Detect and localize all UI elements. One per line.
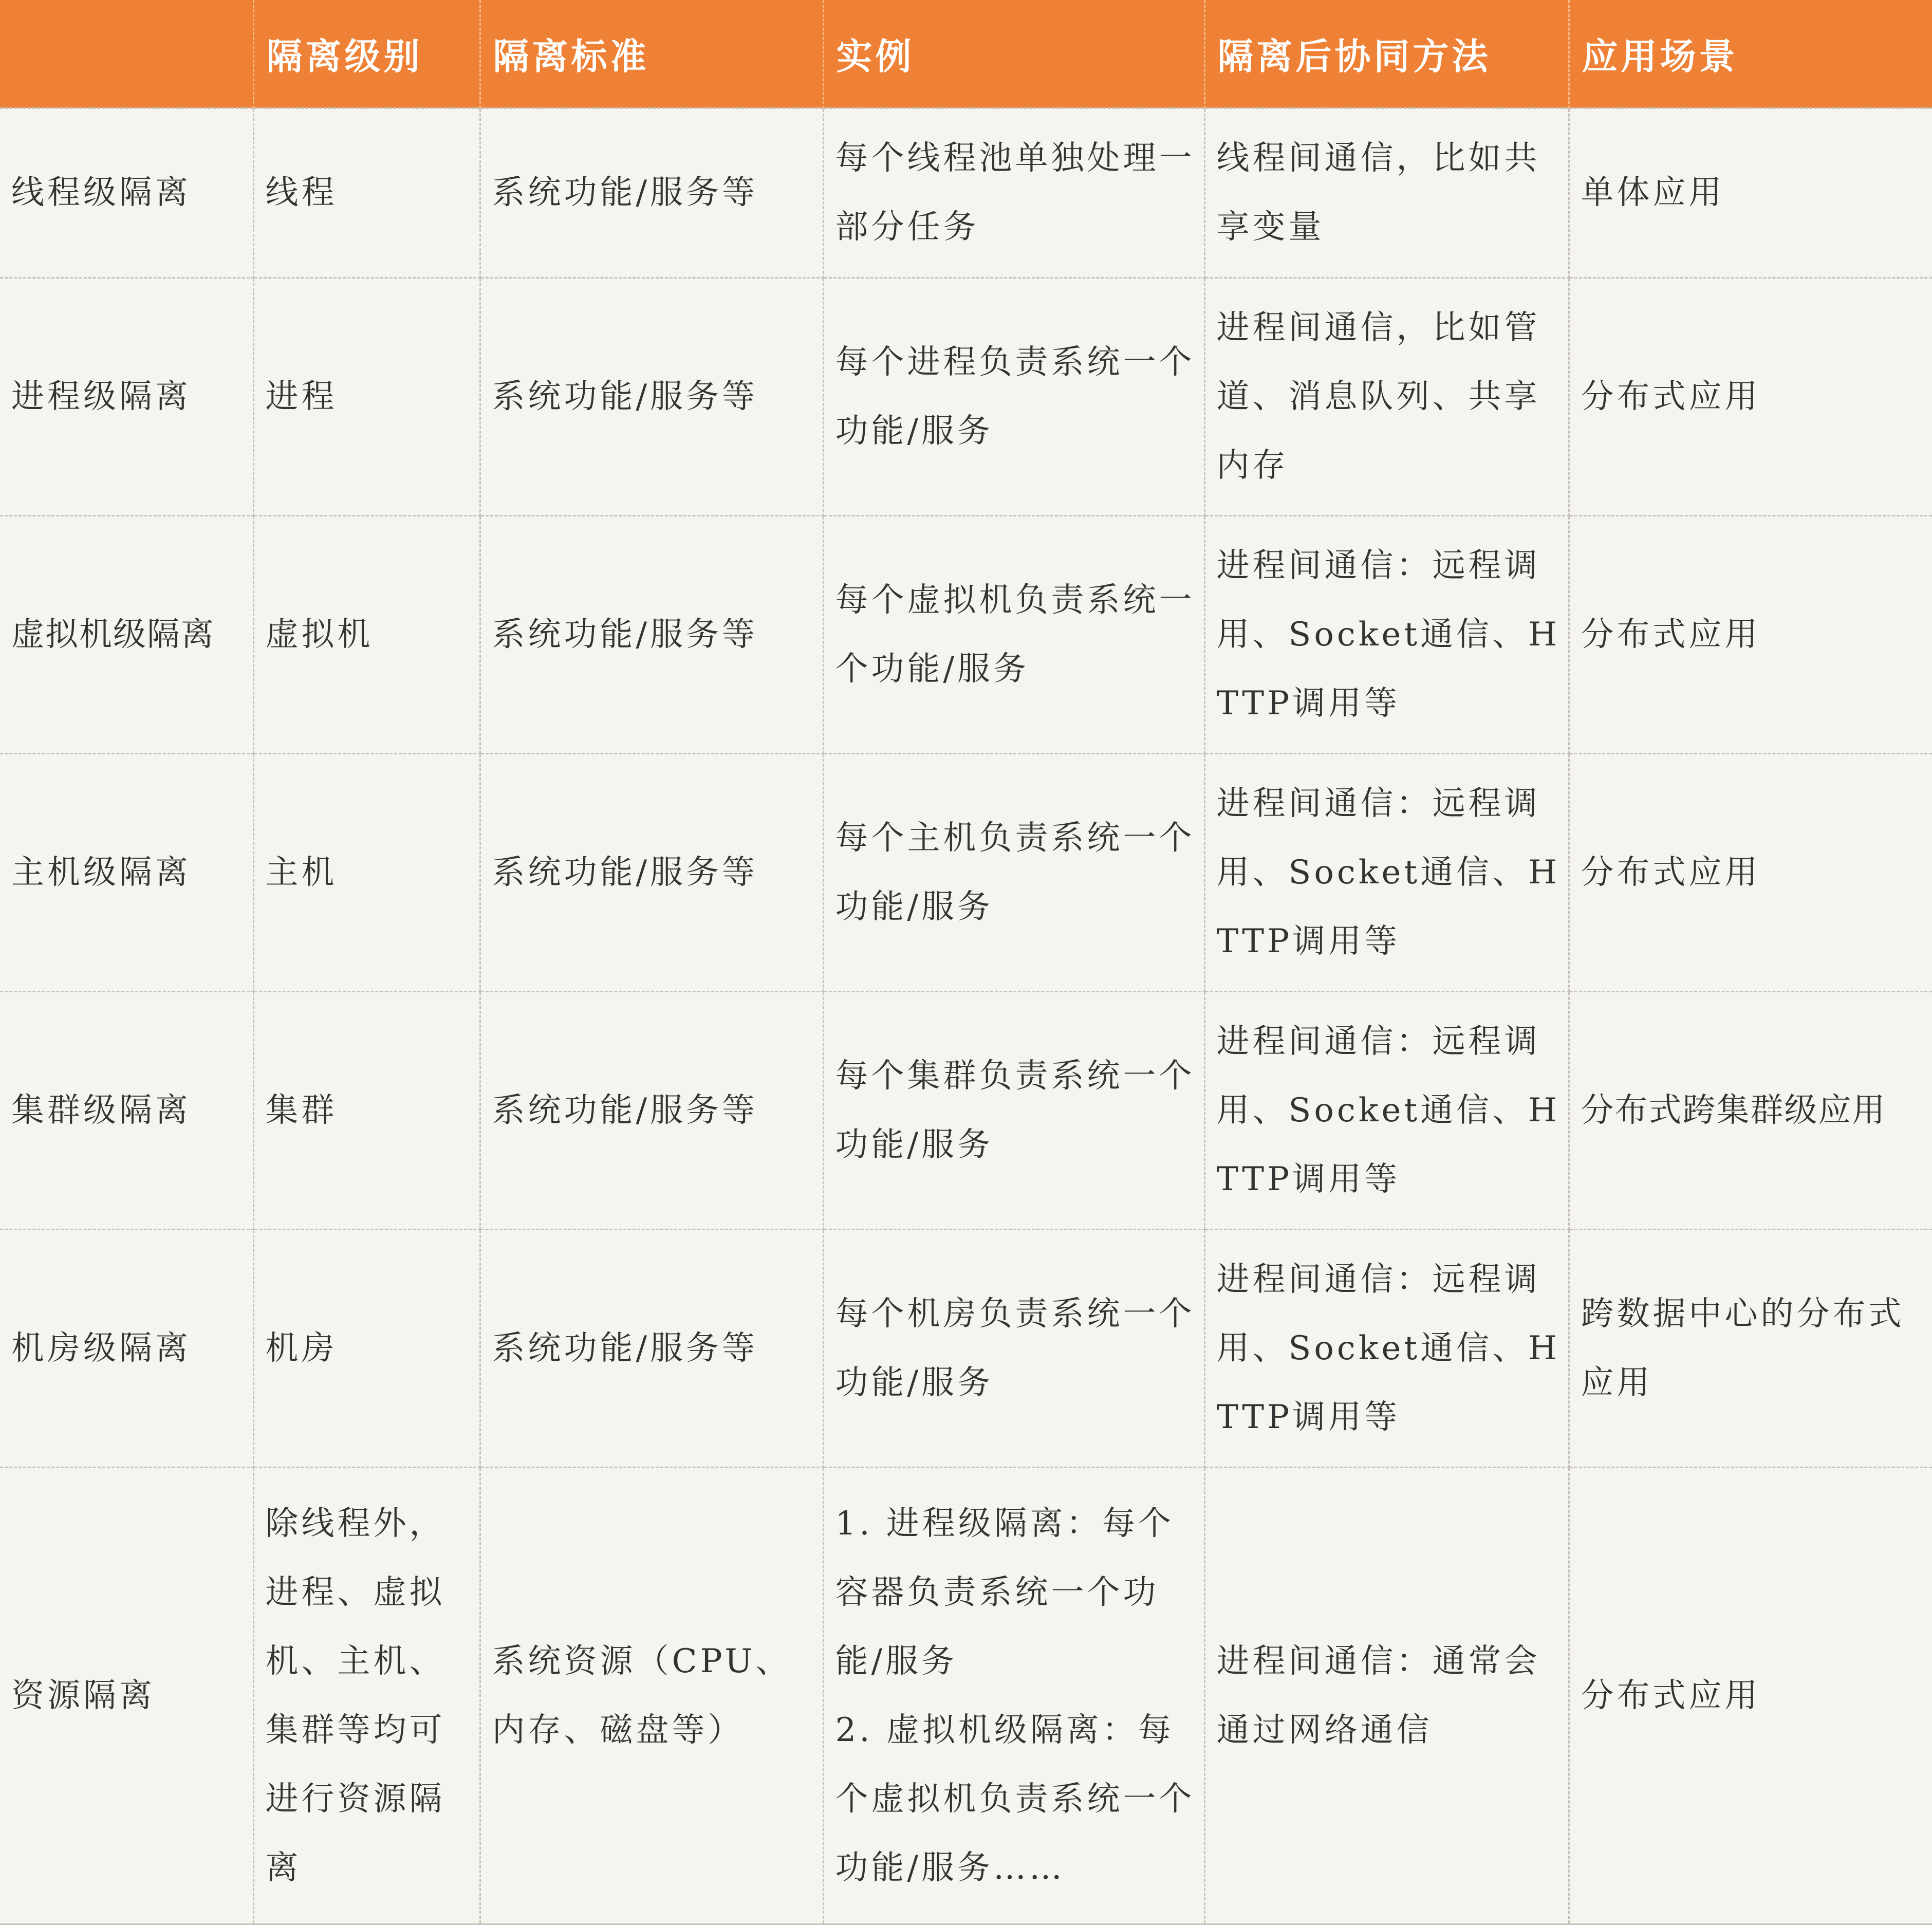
application-scenario-cell: 分布式应用 xyxy=(1569,515,1932,753)
isolation-level-cell: 主机 xyxy=(253,753,480,991)
table-row xyxy=(0,108,1932,277)
header-cell-isolation-standard: 隔离标准 xyxy=(480,0,823,108)
application-scenario-cell: 分布式跨集群级应用 xyxy=(1569,991,1932,1229)
header-cell-blank xyxy=(0,0,253,108)
collaboration-method-cell: 进程间通信：远程调用、Socket通信、HTTP调用等 xyxy=(1204,991,1569,1229)
isolation-standard-cell: 系统资源（CPU、内存、磁盘等） xyxy=(480,1467,823,1924)
isolation-level-cell: 进程 xyxy=(253,277,480,515)
example-cell: 每个机房负责系统一个功能/服务 xyxy=(823,1229,1204,1467)
collaboration-method-cell: 进程间通信：远程调用、Socket通信、HTTP调用等 xyxy=(1204,753,1569,991)
table-row xyxy=(0,1229,1932,1467)
table-row xyxy=(0,753,1932,991)
example-cell: 每个主机负责系统一个功能/服务 xyxy=(823,753,1204,991)
isolation-level-cell: 除线程外，进程、虚拟机、主机、集群等均可进行资源隔离 xyxy=(253,1467,480,1924)
table-header-row xyxy=(0,0,1932,108)
isolation-standard-cell: 系统功能/服务等 xyxy=(480,108,823,277)
isolation-standard-cell: 系统功能/服务等 xyxy=(480,515,823,753)
isolation-standard-cell: 系统功能/服务等 xyxy=(480,1229,823,1467)
table-row xyxy=(0,1467,1932,1924)
collaboration-method-cell: 进程间通信：远程调用、Socket通信、HTTP调用等 xyxy=(1204,515,1569,753)
row-title-cell: 资源隔离 xyxy=(0,1467,253,1924)
collaboration-method-cell: 进程间通信：远程调用、Socket通信、HTTP调用等 xyxy=(1204,1229,1569,1467)
example-cell: 每个进程负责系统一个功能/服务 xyxy=(823,277,1204,515)
table-row xyxy=(0,277,1932,515)
collaboration-method-cell: 线程间通信，比如共享变量 xyxy=(1204,108,1569,277)
row-title-cell: 机房级隔离 xyxy=(0,1229,253,1467)
row-title-cell: 集群级隔离 xyxy=(0,991,253,1229)
example-cell: 每个线程池单独处理一部分任务 xyxy=(823,108,1204,277)
table-row xyxy=(0,991,1932,1229)
example-cell: 每个虚拟机负责系统一个功能/服务 xyxy=(823,515,1204,753)
table-row xyxy=(0,515,1932,753)
isolation-standard-cell: 系统功能/服务等 xyxy=(480,991,823,1229)
collaboration-method-cell: 进程间通信：通常会通过网络通信 xyxy=(1204,1467,1569,1924)
collaboration-method-cell: 进程间通信，比如管道、消息队列、共享内存 xyxy=(1204,277,1569,515)
isolation-level-cell: 机房 xyxy=(253,1229,480,1467)
row-title-cell: 主机级隔离 xyxy=(0,753,253,991)
isolation-level-cell: 线程 xyxy=(253,108,480,277)
application-scenario-cell: 单体应用 xyxy=(1569,108,1932,277)
example-cell: 每个集群负责系统一个功能/服务 xyxy=(823,991,1204,1229)
application-scenario-cell: 分布式应用 xyxy=(1569,753,1932,991)
header-cell-example: 实例 xyxy=(823,0,1204,108)
example-cell: 1. 进程级隔离：每个容器负责系统一个功能/服务 2. 虚拟机级隔离：每个虚拟机负责系统一个功能/服务…… xyxy=(823,1467,1204,1924)
row-title-cell: 线程级隔离 xyxy=(0,108,253,277)
application-scenario-cell: 分布式应用 xyxy=(1569,1467,1932,1924)
header-cell-isolation-level: 隔离级别 xyxy=(253,0,480,108)
isolation-level-cell: 虚拟机 xyxy=(253,515,480,753)
isolation-level-cell: 集群 xyxy=(253,991,480,1229)
row-title-cell: 虚拟机级隔离 xyxy=(0,515,253,753)
header-cell-collaboration-method: 隔离后协同方法 xyxy=(1204,0,1569,108)
row-title-cell: 进程级隔离 xyxy=(0,277,253,515)
isolation-standard-cell: 系统功能/服务等 xyxy=(480,277,823,515)
application-scenario-cell: 跨数据中心的分布式应用 xyxy=(1569,1229,1932,1467)
application-scenario-cell: 分布式应用 xyxy=(1569,277,1932,515)
header-cell-application-scenario: 应用场景 xyxy=(1569,0,1932,108)
isolation-standard-cell: 系统功能/服务等 xyxy=(480,753,823,991)
